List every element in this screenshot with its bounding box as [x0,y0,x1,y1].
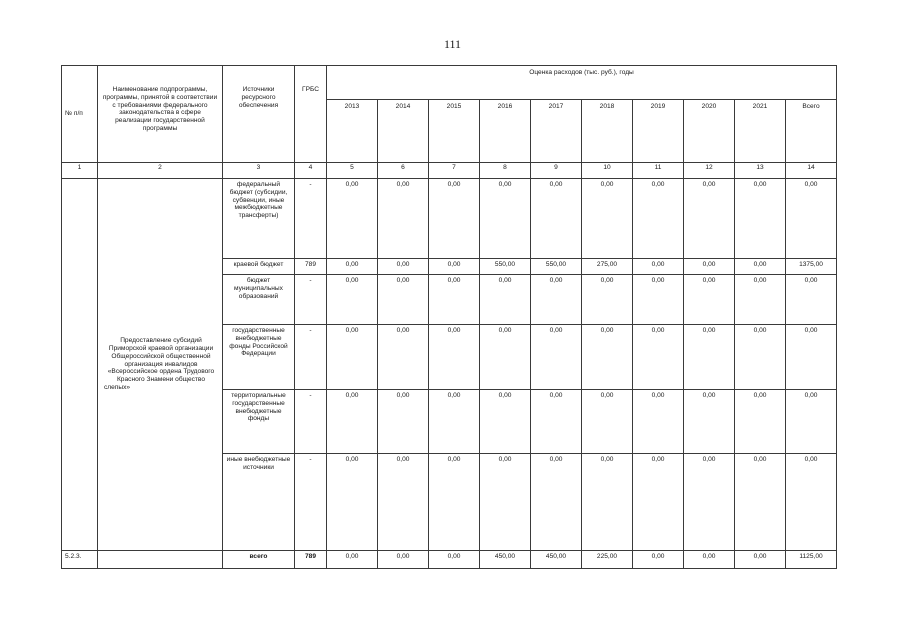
value-cell: 0,00 [633,259,684,275]
value-cell: 0,00 [633,390,684,454]
column-index: 14 [786,163,837,179]
header-year: 2018 [582,100,633,163]
column-index-row [62,163,837,179]
value-cell: 0,00 [735,179,786,259]
total-value: 450,00 [531,551,582,569]
value-cell: 0,00 [582,390,633,454]
header-year: 2014 [378,100,429,163]
value-cell: 0,00 [735,454,786,551]
value-cell: 0,00 [684,454,735,551]
value-cell: 0,00 [735,325,786,390]
header-year: 2013 [327,100,378,163]
column-index: 7 [429,163,480,179]
value-cell: 0,00 [735,275,786,325]
header-estimate-group: Оценка расходов (тыс. руб.), годы [327,66,837,100]
value-cell: 0,00 [429,259,480,275]
value-cell: 0,00 [327,325,378,390]
value-cell: 0,00 [480,390,531,454]
value-cell: 550,00 [480,259,531,275]
header-num-col: № п/п [62,66,98,163]
header-year: 2016 [480,100,531,163]
header-year: 2020 [684,100,735,163]
value-cell: 0,00 [582,179,633,259]
source-cell: иные внебюджетные источники [223,454,295,551]
value-cell: 0,00 [531,454,582,551]
value-cell: 0,00 [327,259,378,275]
grbs-cell: 789 [295,259,327,275]
column-index: 12 [684,163,735,179]
value-cell: 550,00 [531,259,582,275]
source-cell: государственные внебюджетные фонды Российской Федерации [223,325,295,390]
value-cell: 0,00 [378,275,429,325]
value-cell: 0,00 [429,275,480,325]
value-cell: 0,00 [684,325,735,390]
value-cell: 0,00 [429,325,480,390]
total-value: 450,00 [480,551,531,569]
budget-table [61,65,837,569]
total-value: 0,00 [429,551,480,569]
value-cell: 0,00 [633,454,684,551]
total-grbs: 789 [295,551,327,569]
column-index: 1 [62,163,98,179]
value-cell: 275,00 [582,259,633,275]
column-index: 10 [582,163,633,179]
total-row [62,551,837,569]
value-cell: 0,00 [480,179,531,259]
column-index: 9 [531,163,582,179]
value-cell: 0,00 [531,390,582,454]
value-cell: 0,00 [378,325,429,390]
value-cell: 0,00 [429,179,480,259]
total-value: 0,00 [735,551,786,569]
total-row-number: 5.2.3. [62,551,98,569]
column-index: 3 [223,163,295,179]
value-cell: 0,00 [327,275,378,325]
grbs-cell: - [295,390,327,454]
source-cell: федеральный бюджет (субсидии, субвенции, иные межбюджетные трансферты) [223,179,295,259]
header-year: 2017 [531,100,582,163]
value-cell: 0,00 [429,454,480,551]
value-cell: 0,00 [633,325,684,390]
total-value: 0,00 [684,551,735,569]
header-name-col: Наименование подпрограммы, программы, принятой в соответствии с требованиями федерального законодательства в сфере реализации государственной программы [98,66,223,163]
header-source-col: Источники ресурсного обеспечения [223,66,295,163]
grbs-cell: - [295,275,327,325]
column-index: 2 [98,163,223,179]
value-cell: 0,00 [786,325,837,390]
grbs-cell: - [295,454,327,551]
value-cell: 1375,00 [786,259,837,275]
value-cell: 0,00 [684,390,735,454]
value-cell: 0,00 [735,259,786,275]
value-cell: 0,00 [633,179,684,259]
value-cell: 0,00 [684,179,735,259]
value-cell: 0,00 [582,454,633,551]
value-cell: 0,00 [582,325,633,390]
header-year: 2015 [429,100,480,163]
grbs-cell: - [295,179,327,259]
total-value: 1125,00 [786,551,837,569]
value-cell: 0,00 [327,179,378,259]
total-row-empty [98,551,223,569]
value-cell: 0,00 [480,325,531,390]
column-index: 13 [735,163,786,179]
value-cell: 0,00 [531,179,582,259]
total-value: 225,00 [582,551,633,569]
row-number-cell [62,179,98,551]
column-index: 4 [295,163,327,179]
grbs-cell: - [295,325,327,390]
value-cell: 0,00 [378,179,429,259]
value-cell: 0,00 [378,259,429,275]
column-index: 11 [633,163,684,179]
value-cell: 0,00 [429,390,480,454]
value-cell: 0,00 [684,275,735,325]
total-label: всего [223,551,295,569]
value-cell: 0,00 [582,275,633,325]
total-value: 0,00 [327,551,378,569]
page-number: 111 [443,37,462,51]
total-value: 0,00 [378,551,429,569]
value-cell: 0,00 [735,390,786,454]
value-cell: 0,00 [786,390,837,454]
header-year: 2019 [633,100,684,163]
table-row [62,179,837,259]
column-index: 6 [378,163,429,179]
header-year: Всего [786,100,837,163]
value-cell: 0,00 [531,325,582,390]
column-index: 8 [480,163,531,179]
value-cell: 0,00 [327,390,378,454]
value-cell: 0,00 [786,275,837,325]
total-value: 0,00 [633,551,684,569]
item-name: Предоставление субсидий Приморской краевой организации Общероссийской общественной организация инвалидов «Всероссийское ордена Трудового Красного Знамени общество слепых» [98,179,223,551]
column-index: 5 [327,163,378,179]
value-cell: 0,00 [480,275,531,325]
value-cell: 0,00 [378,454,429,551]
value-cell: 0,00 [327,454,378,551]
value-cell: 0,00 [786,454,837,551]
value-cell: 0,00 [633,275,684,325]
source-cell: бюджет муниципальных образований [223,275,295,325]
value-cell: 0,00 [480,454,531,551]
value-cell: 0,00 [531,275,582,325]
value-cell: 0,00 [378,390,429,454]
source-cell: территориальные государственные внебюджетные фонды [223,390,295,454]
value-cell: 0,00 [684,259,735,275]
header-grbs-col: ГРБС [295,66,327,163]
header-year: 2021 [735,100,786,163]
source-cell: краевой бюджет [223,259,295,275]
value-cell: 0,00 [786,179,837,259]
